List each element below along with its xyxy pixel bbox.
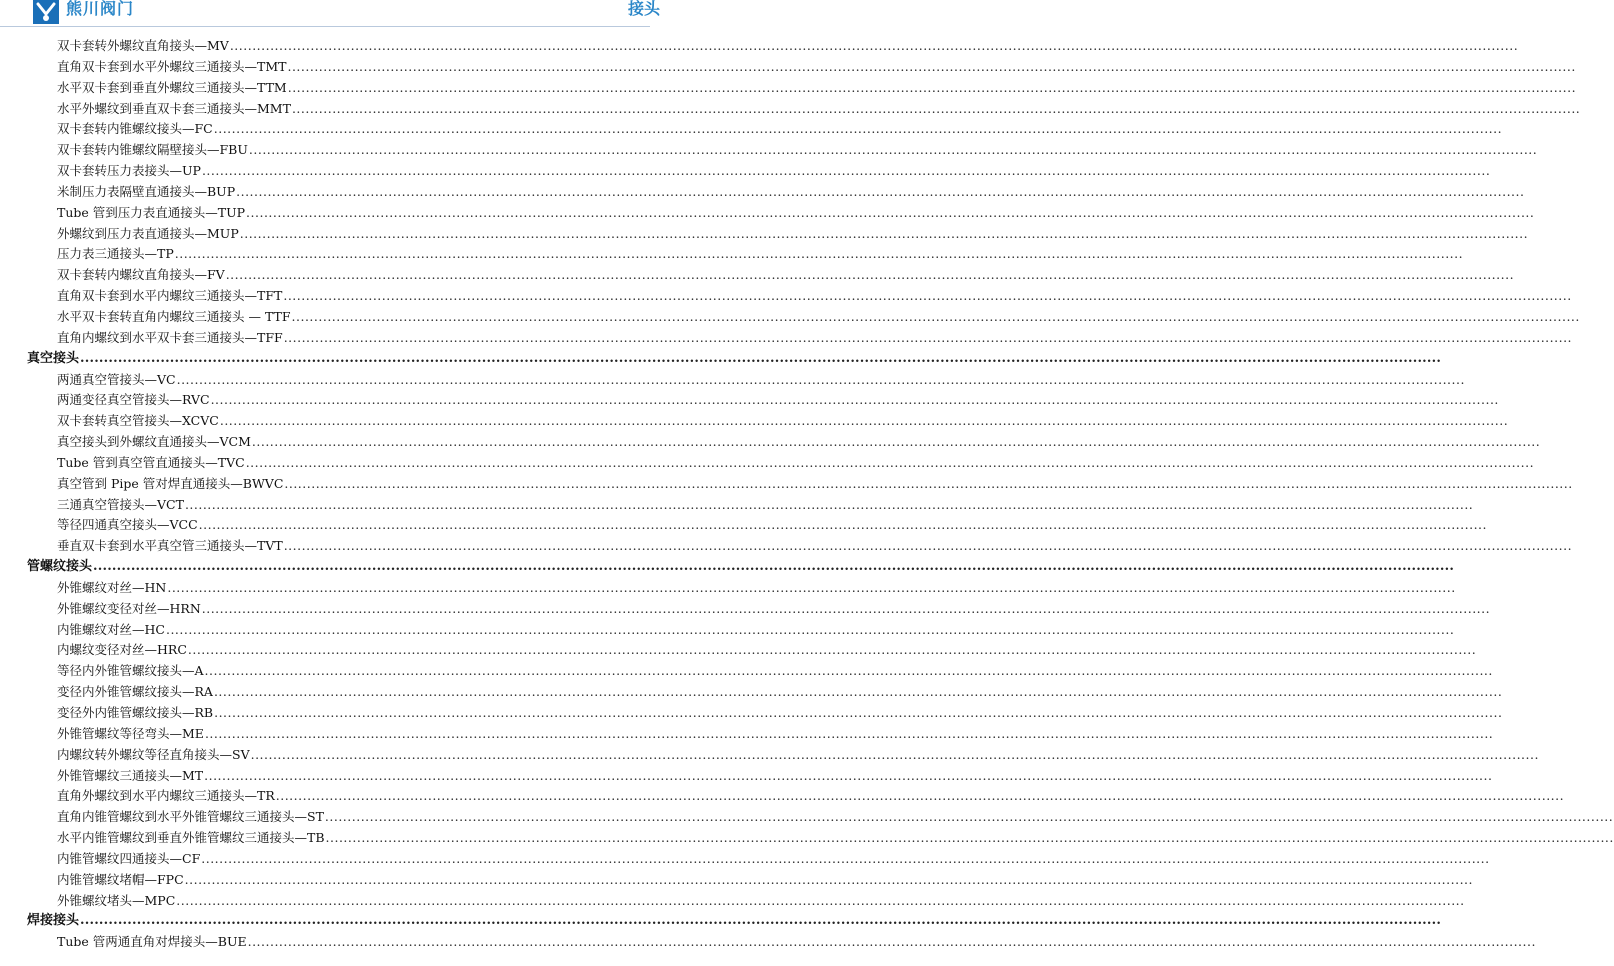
toc-entry[interactable] — [0, 891, 650, 912]
toc-entry[interactable] — [0, 495, 650, 516]
dot-leader — [276, 786, 1564, 807]
toc-entry-label: 双卡套转压力表接头—UP — [57, 161, 202, 182]
toc-entry-label: 双卡套转外螺纹直角接头—MV — [57, 36, 230, 57]
toc-section-label: 管螺纹接头 — [27, 557, 93, 578]
toc-entry-label: 双卡套转内螺纹直角接头—FV — [57, 265, 226, 286]
toc-entry[interactable] — [0, 140, 650, 161]
toc-entry-label: 外锥螺纹变径对丝—HRN — [57, 599, 202, 620]
toc-entry-label: 外螺纹到压力表直通接头—MUP — [57, 224, 240, 245]
dot-leader — [201, 849, 1489, 870]
toc-section-label: 焊接接头 — [27, 911, 80, 932]
dot-leader — [202, 599, 1490, 620]
logo-icon — [33, 0, 59, 24]
toc-entry-label: 真空管到 Pipe 管对焊直通接头—BWVC — [57, 474, 284, 495]
dot-leader — [240, 224, 1528, 245]
toc-entry[interactable] — [0, 390, 650, 411]
toc-entry[interactable] — [0, 870, 650, 891]
dot-leader — [80, 349, 1441, 370]
toc-entry-label: 变径内外锥管螺纹接头—RA — [57, 682, 214, 703]
toc-entry[interactable] — [0, 474, 650, 495]
dot-leader — [220, 411, 1508, 432]
toc-entry-label: 外锥螺纹堵头—MPC — [57, 891, 176, 912]
toc-entry-label: 双卡套转内锥螺纹隔壁接头—FBU — [57, 140, 249, 161]
toc-entry[interactable] — [0, 432, 650, 453]
dot-leader — [188, 640, 1476, 661]
company-logo — [33, 0, 59, 24]
dot-leader — [214, 119, 1502, 140]
dot-leader — [326, 828, 1614, 849]
dot-leader — [249, 140, 1537, 161]
toc-entry-label: 直角外螺纹到水平内螺纹三通接头—TR — [57, 786, 276, 807]
toc-entry-label: 水平内锥管螺纹到垂直外锥管螺纹三通接头—TB — [57, 828, 326, 849]
toc-entry[interactable] — [0, 786, 650, 807]
toc-entry-label: 内锥管螺纹四通接头—CF — [57, 849, 201, 870]
toc-entry[interactable] — [0, 932, 650, 953]
toc-entry-label: 外锥管螺纹三通接头—MT — [57, 766, 204, 787]
toc-entry[interactable] — [0, 724, 650, 745]
dot-leader — [226, 265, 1514, 286]
dot-leader — [202, 161, 1490, 182]
dot-leader — [284, 328, 1572, 349]
toc-entry[interactable] — [0, 620, 650, 641]
toc-section-label: 真空接头 — [27, 349, 80, 370]
toc-entry[interactable] — [0, 828, 650, 849]
toc-entry[interactable] — [0, 703, 650, 724]
toc-entry-label: 直角内螺纹到水平双卡套三通接头—TFF — [57, 328, 284, 349]
toc-entry-label: 直角双卡套到水平外螺纹三通接头—TMT — [57, 57, 287, 78]
dot-leader — [214, 682, 1502, 703]
toc-entry[interactable] — [0, 265, 650, 286]
toc-entry[interactable] — [0, 99, 650, 120]
dot-leader — [248, 932, 1536, 953]
dot-leader — [252, 432, 1540, 453]
toc-entry[interactable] — [0, 224, 650, 245]
dot-leader — [283, 286, 1571, 307]
toc-entry-label: 内螺纹变径对丝—HRC — [57, 640, 188, 661]
dot-leader — [246, 203, 1534, 224]
toc-entry-label: Tube 管到真空管直通接头—TVC — [57, 453, 246, 474]
toc-entry[interactable] — [0, 57, 650, 78]
header-section-title: 接头 — [628, 0, 661, 18]
toc-entry[interactable] — [0, 682, 650, 703]
toc-entry-label: 内螺纹转外螺纹等径直角接头—SV — [57, 745, 251, 766]
dot-leader — [292, 99, 1580, 120]
toc-entry-label: 内锥管螺纹堵帽—FPC — [57, 870, 185, 891]
toc-entry[interactable] — [0, 766, 650, 787]
dot-leader — [167, 578, 1455, 599]
toc-entry[interactable] — [0, 536, 650, 557]
dot-leader — [93, 557, 1454, 578]
toc-entry-label: 内锥螺纹对丝—HC — [57, 620, 166, 641]
toc-entry-label: 真空接头到外螺纹直通接头—VCM — [57, 432, 252, 453]
page-header — [0, 0, 661, 27]
dot-leader — [205, 661, 1493, 682]
toc-entry[interactable] — [0, 203, 650, 224]
toc-entry[interactable] — [0, 411, 650, 432]
toc-entry[interactable] — [0, 745, 650, 766]
toc-entry[interactable] — [0, 599, 650, 620]
toc-entry[interactable] — [0, 661, 650, 682]
toc-entry[interactable] — [0, 307, 650, 328]
dot-leader — [251, 745, 1539, 766]
dot-leader — [166, 620, 1454, 641]
dot-leader — [246, 453, 1534, 474]
toc-entry-label: 等径四通真空接头—VCC — [57, 515, 199, 536]
dot-leader — [211, 390, 1499, 411]
toc-entry[interactable] — [0, 578, 650, 599]
toc-entry-label: Tube 管到压力表直通接头—TUP — [57, 203, 246, 224]
toc-entry-label: 两通真空管接头—VC — [57, 370, 177, 391]
toc-section-heading[interactable] — [0, 557, 650, 578]
toc-entry-label: 外锥管螺纹等径弯头—ME — [57, 724, 205, 745]
toc-entry[interactable] — [0, 453, 650, 474]
dot-leader — [288, 78, 1576, 99]
dot-leader — [175, 244, 1463, 265]
dot-leader — [185, 495, 1473, 516]
toc-entry-label: 水平双卡套到垂直外螺纹三通接头—TTM — [57, 78, 288, 99]
dot-leader — [325, 807, 1613, 828]
dot-leader — [185, 870, 1473, 891]
toc-entry-label: 直角内锥管螺纹到水平外锥管螺纹三通接头—ST — [57, 807, 325, 828]
toc-entry[interactable] — [0, 161, 650, 182]
toc-entry-label: 变径外内锥管螺纹接头—RB — [57, 703, 214, 724]
toc-entry-label: 水平外螺纹到垂直双卡套三通接头—MMT — [57, 99, 292, 120]
toc-entry-label: 直角双卡套到水平内螺纹三通接头—TFT — [57, 286, 283, 307]
toc-entry-label: 压力表三通接头—TP — [57, 244, 175, 265]
dot-leader — [236, 182, 1524, 203]
table-of-contents — [0, 36, 650, 953]
dot-leader — [80, 911, 1441, 932]
toc-entry-label: 双卡套转内锥螺纹接头—FC — [57, 119, 214, 140]
toc-entry-label: 外锥螺纹对丝—HN — [57, 578, 167, 599]
toc-entry[interactable] — [0, 640, 650, 661]
toc-entry[interactable] — [0, 36, 650, 57]
toc-section-heading[interactable] — [0, 911, 650, 932]
toc-entry-label: Tube 管两通直角对焊接头—BUE — [57, 932, 248, 953]
toc-entry[interactable] — [0, 328, 650, 349]
dot-leader — [230, 36, 1518, 57]
dot-leader — [284, 536, 1572, 557]
dot-leader — [292, 307, 1580, 328]
dot-leader — [214, 703, 1502, 724]
toc-entry[interactable] — [0, 244, 650, 265]
toc-entry[interactable] — [0, 119, 650, 140]
dot-leader — [204, 766, 1492, 787]
toc-entry[interactable] — [0, 515, 650, 536]
toc-entry[interactable] — [0, 78, 650, 99]
toc-entry-label: 两通变径真空管接头—RVC — [57, 390, 211, 411]
toc-section-heading[interactable] — [0, 349, 650, 370]
dot-leader — [205, 724, 1493, 745]
dot-leader — [176, 891, 1464, 912]
dot-leader — [199, 515, 1487, 536]
toc-entry-label: 垂直双卡套到水平真空管三通接头—TVT — [57, 536, 284, 557]
brand-name: 熊川阀门 — [66, 0, 135, 18]
toc-entry-label: 米制压力表隔壁直通接头—BUP — [57, 182, 236, 203]
dot-leader — [284, 474, 1572, 495]
toc-entry[interactable] — [0, 182, 650, 203]
toc-entry-label: 三通真空管接头—VCT — [57, 495, 185, 516]
toc-entry-label: 双卡套转真空管接头—XCVC — [57, 411, 220, 432]
toc-entry[interactable] — [0, 370, 650, 391]
dot-leader — [177, 370, 1465, 391]
toc-entry[interactable] — [0, 849, 650, 870]
toc-entry-label: 水平双卡套转直角内螺纹三通接头 — TTF — [57, 307, 292, 328]
dot-leader — [287, 57, 1575, 78]
toc-entry[interactable] — [0, 807, 650, 828]
toc-entry-label: 等径内外锥管螺纹接头—A — [57, 661, 205, 682]
toc-entry[interactable] — [0, 286, 650, 307]
